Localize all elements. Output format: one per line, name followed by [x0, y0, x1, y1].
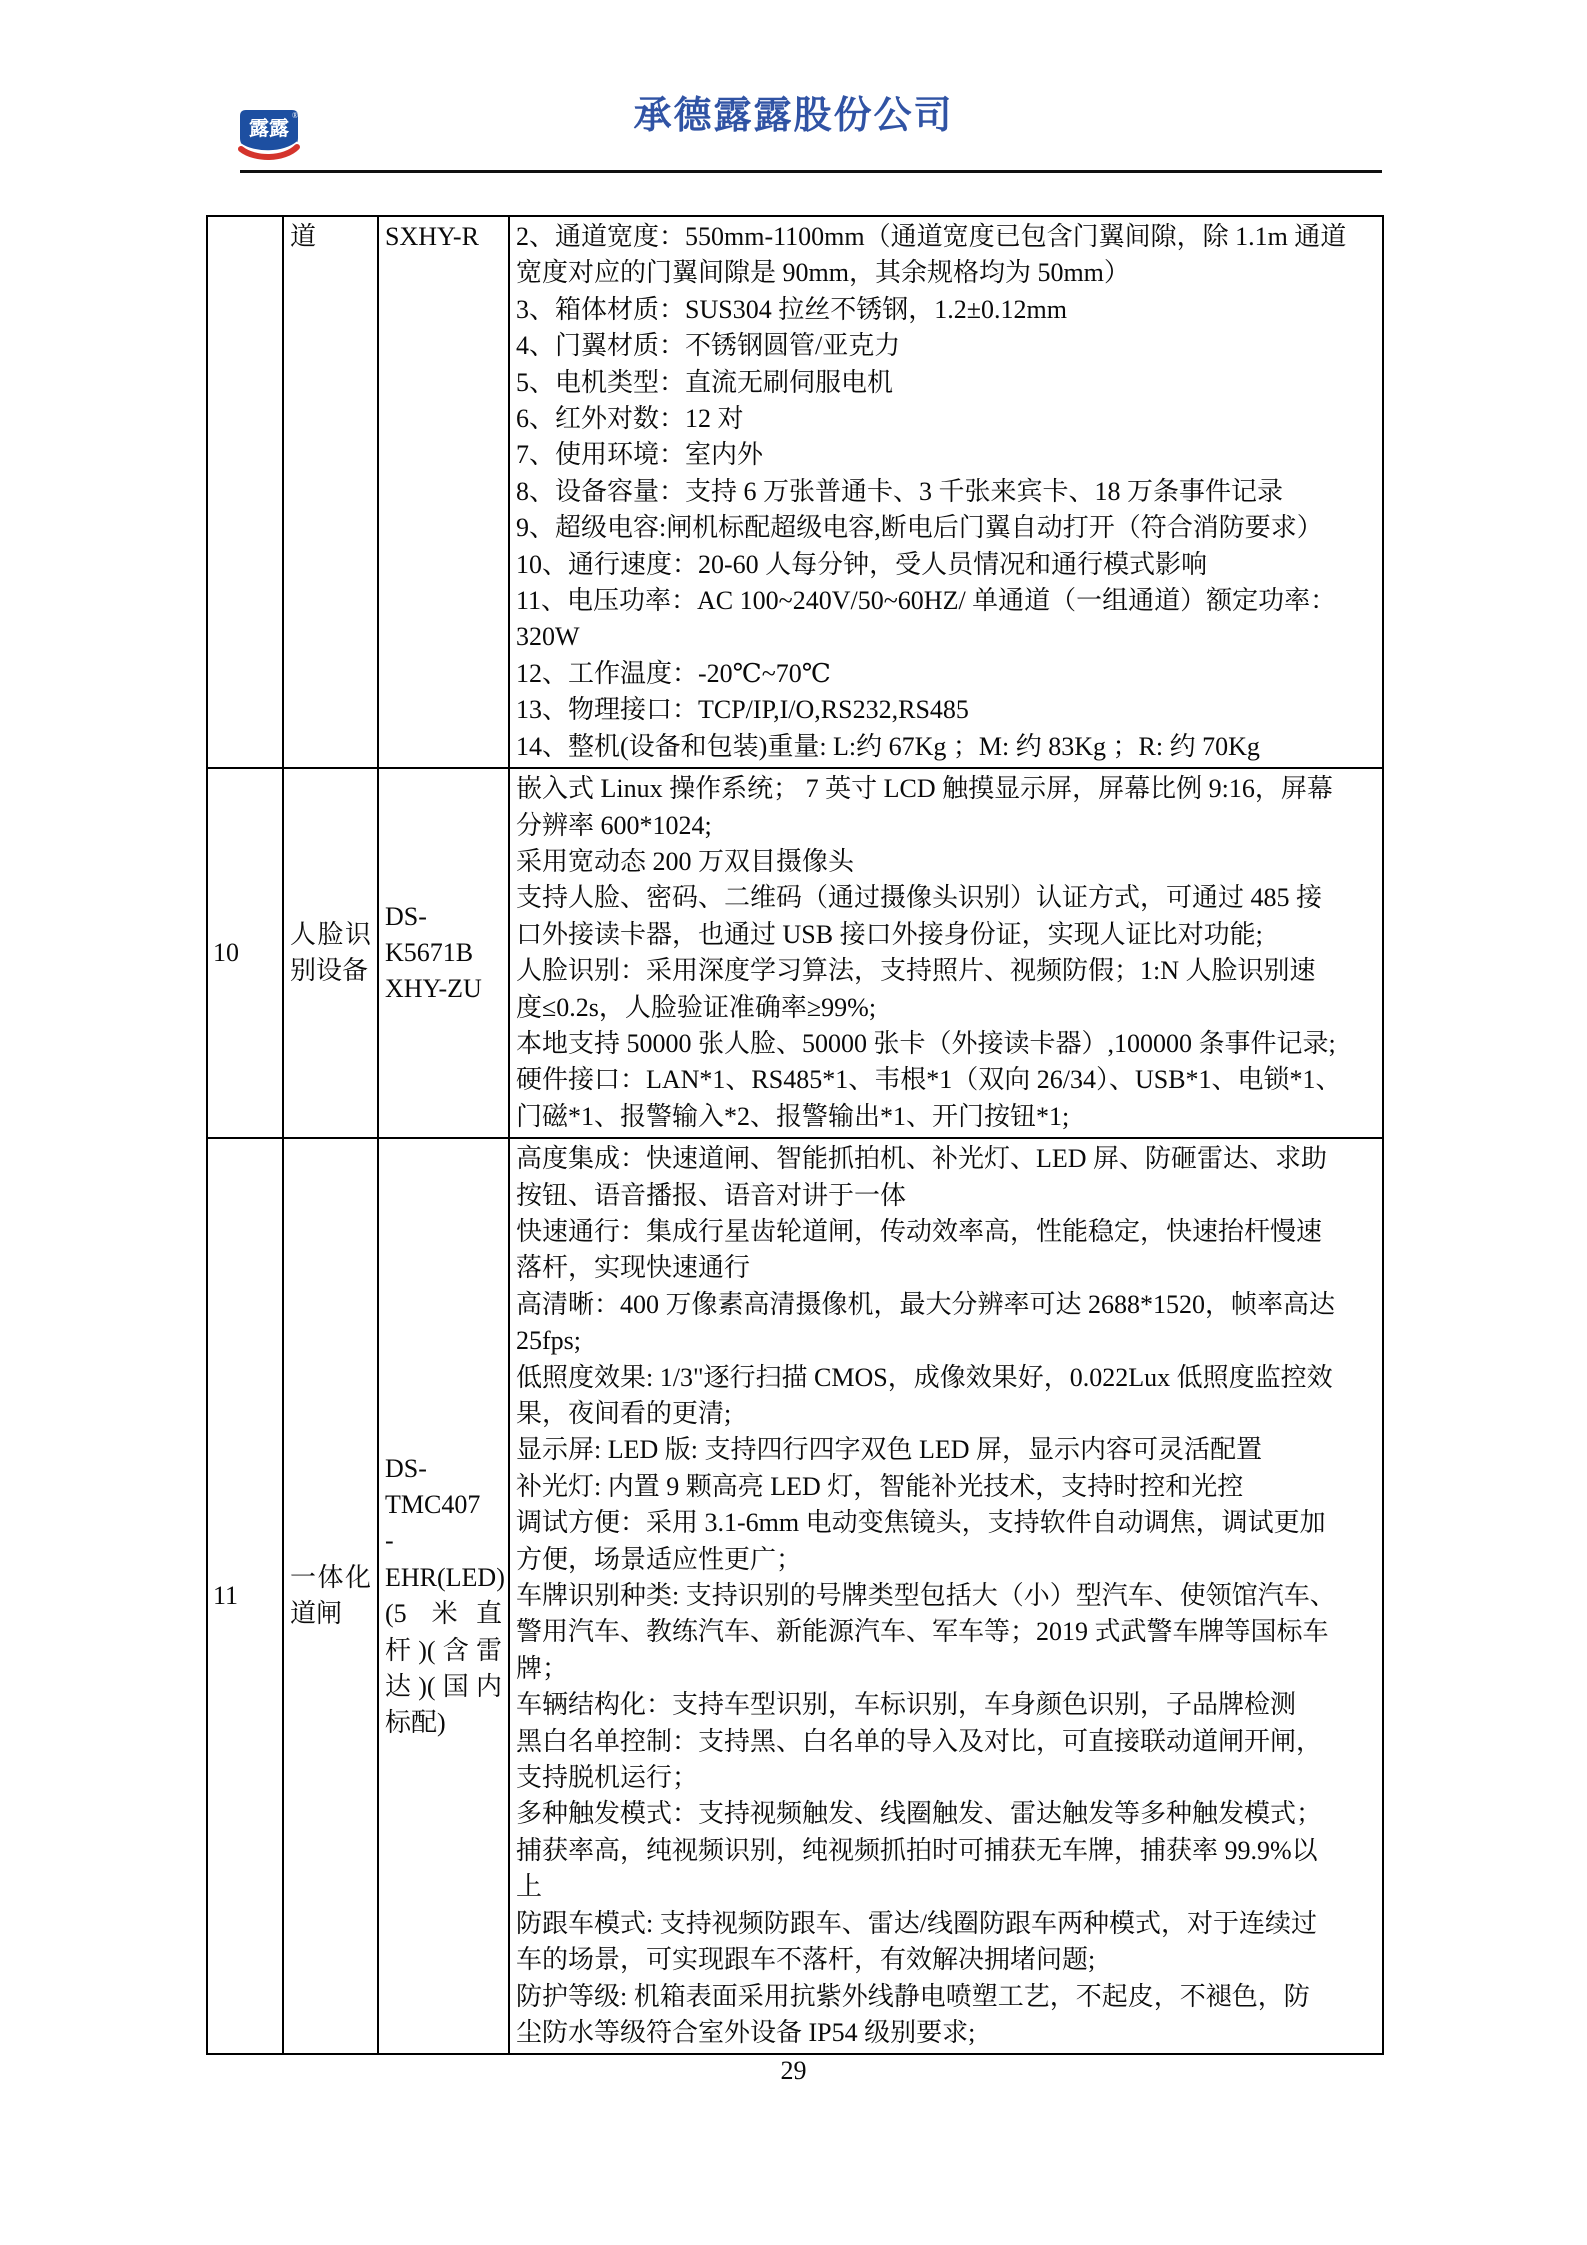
text-line: 道 [290, 222, 317, 251]
lulu-logo-icon [238, 108, 302, 166]
text-line: 达)(国内 [385, 1672, 502, 1702]
text-line: 防跟车模式: 支持视频防跟车、雷达/线圈防跟车两种模式，对于连续过 [516, 1908, 1317, 1938]
company-title: 承德露露股份公司 [633, 95, 954, 137]
text-line: 2、通道宽度：550mm-1100mm（通道宽度已包含门翼间隙，除 1.1m 通道 [516, 222, 1347, 251]
spec-description-cell [509, 1138, 1383, 2054]
text-line: 7、使用环境：室内外 [516, 440, 764, 470]
text-line: 硬件接口：LAN*1、RS485*1、韦根*1（双向 26/34）、USB*1、电锁*1、 [516, 1065, 1342, 1095]
text-line: 人脸识别：采用深度学习算法，支持照片、视频防假；1:N 人脸识别速 [516, 956, 1316, 986]
text-line: 12、工作温度：-20℃~70℃ [516, 658, 831, 688]
text-line: 9、超级电容:闸机标配超级电容,断电后门翼自动打开（符合消防要求） [516, 513, 1323, 543]
text-line: 杆)(含雷 [385, 1635, 502, 1665]
text-line: DS-TMC407 [385, 1453, 481, 1520]
text-line: DS-K5671B [385, 901, 474, 967]
text-line: 补光灯: 内置 9 颗高亮 LED 灯，智能补光技术，支持时控和光控 [516, 1471, 1244, 1501]
text-line: 车的场景，可实现跟车不落杆，有效解决拥堵问题; [516, 1945, 1096, 1975]
text-line: 高度集成：快速道闸、智能抓拍机、补光灯、LED 屏、防砸雷达、求助 [516, 1144, 1328, 1174]
text-line: 低照度效果: 1/3"逐行扫描 CMOS，成像效果好，0.022Lux 低照度监控效 [516, 1362, 1333, 1392]
device-name-cell [283, 1138, 378, 2054]
text-line: SXHY-R [385, 222, 479, 251]
text-line: XHY-ZU [385, 974, 482, 1004]
text-line: 多种触发模式：支持视频触发、线圈触发、雷达触发等多种触发模式； [516, 1799, 1323, 1829]
text-line: 高清晰：400 万像素高清摄像机，最大分辨率可达 2688*1520，帧率高达 [516, 1289, 1336, 1319]
row-number-cell [207, 216, 283, 768]
text-line: 别设备 [290, 956, 369, 986]
text-line: 分辨率 600*1024; [516, 810, 712, 840]
text-line: 13、物理接口：TCP/IP,I/O,RS232,RS485 [516, 695, 969, 725]
text-line: -EHR(LED) [385, 1526, 505, 1592]
logo-characters: 露露 [249, 118, 289, 140]
text-line: 车辆结构化：支持车型识别，车标识别，车身颜色识别，子品牌检测 [516, 1690, 1297, 1720]
text-line: 道闸 [290, 1599, 343, 1629]
text-line: 上 [516, 1872, 543, 1902]
text-line: 320W [516, 622, 580, 652]
table-row-11 [207, 1138, 1383, 2054]
text-line: 6、红外对数：12 对 [516, 404, 744, 434]
spec-table [206, 215, 1384, 2055]
text-line: 快速通行：集成行星齿轮道闸，传动效率高，性能稳定，快速抬杆慢速 [516, 1216, 1323, 1246]
text-line: 门磁*1、报警输入*2、报警输出*1、开门按钮*1; [516, 1101, 1070, 1131]
text-line: 支持人脸、密码、二维码（通过摄像头识别）认证方式，可通过 485 接 [516, 883, 1323, 913]
text-line: 落杆，实现快速通行 [516, 1253, 751, 1283]
text-line: 本地支持 50000 张人脸、50000 张卡（外接读卡器）,100000 条事件记录; [516, 1028, 1336, 1058]
text-line: 4、门翼材质：不锈钢圆管/亚克力 [516, 331, 901, 361]
logo-registered-mark: ® [291, 111, 299, 120]
text-line: 10、通行速度：20-60 人每分钟，受人员情况和通行模式影响 [516, 549, 1208, 579]
text-line: 采用宽动态 200 万双目摄像头 [516, 846, 855, 876]
row-number-cell: 11 [207, 1138, 283, 2054]
text-line: (5 米直 [385, 1599, 502, 1629]
text-line: 8、设备容量：支持 6 万张普通卡、3 千张来宾卡、18 万条事件记录 [516, 476, 1284, 506]
text-line: 宽度对应的门翼间隙是 90mm，其余规格均为 50mm） [516, 258, 1130, 288]
text-line: 14、整机(设备和包装)重量: L:约 67Kg ；M: 约 83Kg ；R: 约 70Kg [516, 731, 1260, 761]
spec-description-cell [509, 768, 1383, 1138]
text-line: 3、箱体材质：SUS304 拉丝不锈钢，1.2±0.12mm [516, 294, 1067, 324]
row-number-cell: 10 [207, 768, 283, 1138]
text-line: 一体化 [290, 1562, 371, 1592]
text-line: 支持脱机运行； [516, 1763, 699, 1793]
text-line: 11、电压功率：AC 100~240V/50~60HZ/ 单通道（一组通道）额定功率： [516, 586, 1337, 616]
text-line: 25fps; [516, 1326, 581, 1356]
table-row-continued [207, 216, 1383, 768]
page-number: 29 [780, 2056, 807, 2085]
text-line: 牌； [516, 1653, 569, 1683]
device-name-cell [283, 768, 378, 1138]
text-line: 人脸识 [290, 919, 371, 949]
model-cell [378, 1138, 509, 2054]
device-name-cell [283, 216, 378, 768]
text-line: 尘防水等级符合室外设备 IP54 级别要求; [516, 2017, 976, 2047]
text-line: 调试方便：采用 3.1-6mm 电动变焦镜头，支持软件自动调焦，调试更加 [516, 1508, 1326, 1538]
text-line: 按钮、语音播报、语音对讲于一体 [516, 1180, 907, 1210]
model-cell [378, 216, 509, 768]
text-line: 车牌识别种类: 支持识别的号牌类型包括大（小）型汽车、使领馆汽车、 [516, 1581, 1336, 1611]
table-row-10 [207, 768, 1383, 1138]
text-line: 标配) [385, 1708, 446, 1738]
text-line: 显示屏: LED 版: 支持四行四字双色 LED 屏，显示内容可灵活配置 [516, 1435, 1263, 1465]
spec-description-cell [509, 216, 1383, 768]
text-line: 黑白名单控制：支持黑、白名单的导入及对比，可直接联动道闸开闸， [516, 1726, 1323, 1756]
text-line: 防护等级: 机箱表面采用抗紫外线静电喷塑工艺，不起皮，不褪色，防 [516, 1981, 1310, 2011]
text-line: 警用汽车、教练汽车、新能源汽车、军车等；2019 式武警车牌等国标车 [516, 1617, 1329, 1647]
header-divider [240, 170, 1382, 173]
text-line: 5、电机类型：直流无刷伺服电机 [516, 367, 894, 397]
text-line: 嵌入式 Linux 操作系统； 7 英寸 LCD 触摸显示屏，屏幕比例 9:16，屏幕 [516, 774, 1333, 804]
text-line: 果，夜间看的更清; [516, 1399, 732, 1428]
text-line: 口外接读卡器，也通过 USB 接口外接身份证，实现人证比对功能; [516, 919, 1263, 949]
text-line: 方便，场景适应性更广； [516, 1544, 803, 1574]
text-line: 捕获率高，纯视频识别，纯视频抓拍时可捕获无车牌，捕获率 99.9%以 [516, 1835, 1318, 1865]
model-cell [378, 768, 509, 1138]
text-line: 度≤0.2s，人脸验证准确率≥99%; [516, 992, 877, 1022]
